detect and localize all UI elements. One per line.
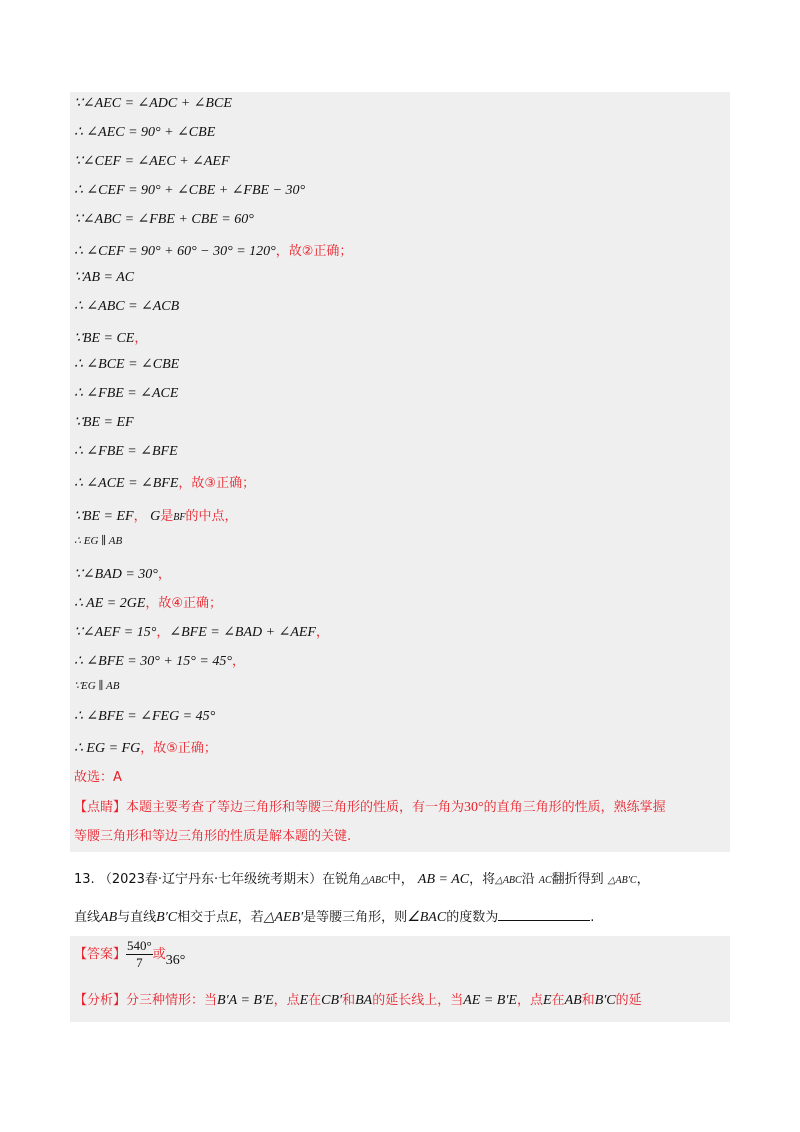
math-text: ∵BE = EF: [74, 509, 134, 524]
math-text: E: [542, 993, 552, 1008]
dianjing-text: 本题主要考查了等边三角形和等腰三角形的性质，有一角为: [126, 800, 465, 815]
math-text: △AEB′: [263, 910, 304, 925]
math-text: ∴ ∠BFE = 30° + 15° = 45°: [74, 654, 232, 669]
analysis-text: 和: [342, 993, 356, 1008]
proof-line-5: [74, 211, 254, 228]
note-text: 的中点，: [185, 509, 238, 524]
question-text: 相交于点: [177, 910, 230, 925]
math-text: ∴ ∠ABC = ∠ACB: [74, 299, 180, 314]
proof-line-3: [74, 153, 230, 170]
fraction-denominator: 7: [136, 955, 143, 970]
math-text: ∵EG ∥ AB: [74, 680, 120, 692]
math-text: BF: [173, 512, 186, 523]
math-text: ∵∠BAD = 30°: [74, 567, 158, 582]
math-text: ∵BE = EF: [74, 415, 134, 430]
math-text: ∴ ∠FBE = ∠BFE: [74, 444, 178, 459]
math-text: G: [150, 509, 161, 524]
answer-label: 【答案】: [74, 947, 127, 962]
fraction-numerator: 540°: [127, 938, 152, 953]
math-text: ∴ ∠FBE = ∠ACE: [74, 386, 179, 401]
note-text: ，: [133, 509, 147, 524]
proof-line-10: [74, 356, 179, 373]
note-text: ，: [315, 625, 329, 640]
math-text: AB = AC: [417, 872, 470, 887]
answer-text: 或: [152, 947, 166, 962]
note-text: ，故③正确；: [178, 476, 256, 491]
math-text: ∴ ∠ACE = ∠BFE: [74, 476, 179, 491]
analysis-text: ，点: [516, 993, 543, 1008]
proof-line-4: [74, 182, 305, 199]
question-text: 沿: [521, 872, 535, 887]
math-text: △ABC: [361, 875, 388, 886]
note-text: ，: [156, 625, 170, 640]
math-text: AB: [100, 910, 118, 925]
proof-line-17: [74, 563, 171, 583]
proof-line-13: [74, 443, 178, 460]
question-text: 的度数为: [446, 910, 499, 925]
note-text: ，: [134, 331, 148, 346]
answer-fraction: [126, 938, 153, 971]
analysis-line: [74, 986, 724, 1015]
math-text: ∴ ∠CEF = 90° + ∠CBE + ∠FBE − 30°: [74, 183, 306, 198]
dianjing-label: 【点睛】: [74, 800, 127, 815]
math-text: ∵∠ABC = ∠FBE + CBE = 60°: [74, 212, 254, 227]
dianjing-text: 的直角三角形的性质，熟练掌握: [483, 800, 666, 815]
math-text: △AB′C: [607, 875, 637, 886]
proof-line-20: [74, 650, 245, 670]
proof-line-16: [74, 534, 122, 547]
question-text: ，若: [237, 910, 264, 925]
proof-line-1: [74, 95, 232, 112]
math-text: BA: [355, 993, 373, 1008]
proof-line-22: [74, 708, 215, 725]
math-text: ∴ ∠CEF = 90° + 60° − 30° = 120°: [74, 244, 276, 259]
answer-value: 36°: [165, 953, 186, 968]
math-text: ∠BFE = ∠BAD + ∠AEF: [169, 625, 316, 640]
note-text: ，: [157, 567, 171, 582]
math-text: ∠BAC: [407, 910, 447, 925]
analysis-text: 在: [551, 993, 565, 1008]
proof-line-9: [74, 327, 147, 347]
proof-line-6: [74, 240, 352, 260]
math-text: △ABC: [495, 875, 522, 886]
math-text: ∵∠AEF = 15°: [74, 625, 157, 640]
math-text: B′C: [156, 910, 178, 925]
proof-line-15: [74, 505, 237, 525]
proof-line-12: [74, 414, 134, 431]
note-text: ，故④正确；: [145, 596, 223, 611]
math-text: AE = B′E: [463, 993, 517, 1008]
choice-line: 故选：A: [74, 770, 122, 785]
note-text: 是: [160, 509, 174, 524]
math-text: ∵∠CEF = ∠AEC + ∠AEF: [74, 154, 230, 169]
note-text: ，故⑤正确；: [140, 741, 217, 756]
analysis-text: 在: [308, 993, 322, 1008]
dianjing-text: 等腰三角形和等边三角形的性质是解本题的关键.: [74, 829, 352, 844]
proof-line-2: [74, 124, 215, 141]
analysis-label: 【分析】: [74, 993, 127, 1008]
proof-line-18: [74, 592, 222, 612]
analysis-text: 和: [581, 993, 595, 1008]
note-text: ，: [231, 654, 245, 669]
math-text: CB′: [321, 993, 343, 1008]
question-text: 与直线: [117, 910, 157, 925]
math-text: ∴ ∠BCE = ∠CBE: [74, 357, 180, 372]
math-text: ∴ EG = FG: [74, 741, 141, 756]
proof-line-7: [74, 269, 134, 286]
math-text: ∵∠AEC = ∠ADC + ∠BCE: [74, 96, 232, 111]
question-number: 13.: [74, 872, 95, 887]
analysis-text: 分三种情形：当: [126, 993, 218, 1008]
answer-blank[interactable]: [498, 908, 590, 921]
question-text: 翻折得到: [551, 872, 604, 887]
proof-line-23: [74, 737, 217, 757]
math-text: B′C: [594, 993, 616, 1008]
note-text: ，故②正确；: [275, 244, 353, 259]
analysis-text: 的延: [615, 993, 642, 1008]
question-text: （2023春·辽宁丹东·七年级统考期末）在锐角: [98, 872, 362, 887]
question-text: .: [590, 910, 595, 925]
proof-line-21: [74, 679, 119, 692]
question-text: 直线: [74, 910, 101, 925]
proof-line-19: [74, 621, 329, 641]
question-text: 中，: [387, 872, 414, 887]
analysis-text: ，点: [273, 993, 300, 1008]
math-text: ∵BE = CE: [74, 331, 135, 346]
angle-text: 30°: [464, 800, 484, 815]
analysis-text: 的延长线上，当: [372, 993, 464, 1008]
question-text: ，将: [469, 872, 496, 887]
math-text: ∴ ∠AEC = 90° + ∠CBE: [74, 125, 216, 140]
question-line-2: [74, 906, 594, 926]
question-line-1: [74, 868, 650, 888]
proof-line-11: [74, 385, 178, 402]
math-text: ∵AB = AC: [74, 270, 135, 285]
answer-line: [74, 938, 724, 971]
proof-line-8: [74, 298, 179, 315]
math-text: AC: [538, 875, 552, 886]
proof-line-14: [74, 472, 255, 492]
dianjing-block: [74, 793, 724, 851]
math-text: E: [299, 993, 309, 1008]
math-text: AB: [564, 993, 582, 1008]
math-text: E: [229, 910, 238, 925]
question-text: ，: [636, 872, 650, 887]
math-text: ∴ AE = 2GE: [74, 596, 146, 611]
math-text: B′A = B′E: [217, 993, 274, 1008]
math-text: ∴ EG ∥ AB: [74, 535, 123, 547]
math-text: ∴ ∠BFE = ∠FEG = 45°: [74, 709, 216, 724]
question-text: 是等腰三角形，则: [303, 910, 408, 925]
